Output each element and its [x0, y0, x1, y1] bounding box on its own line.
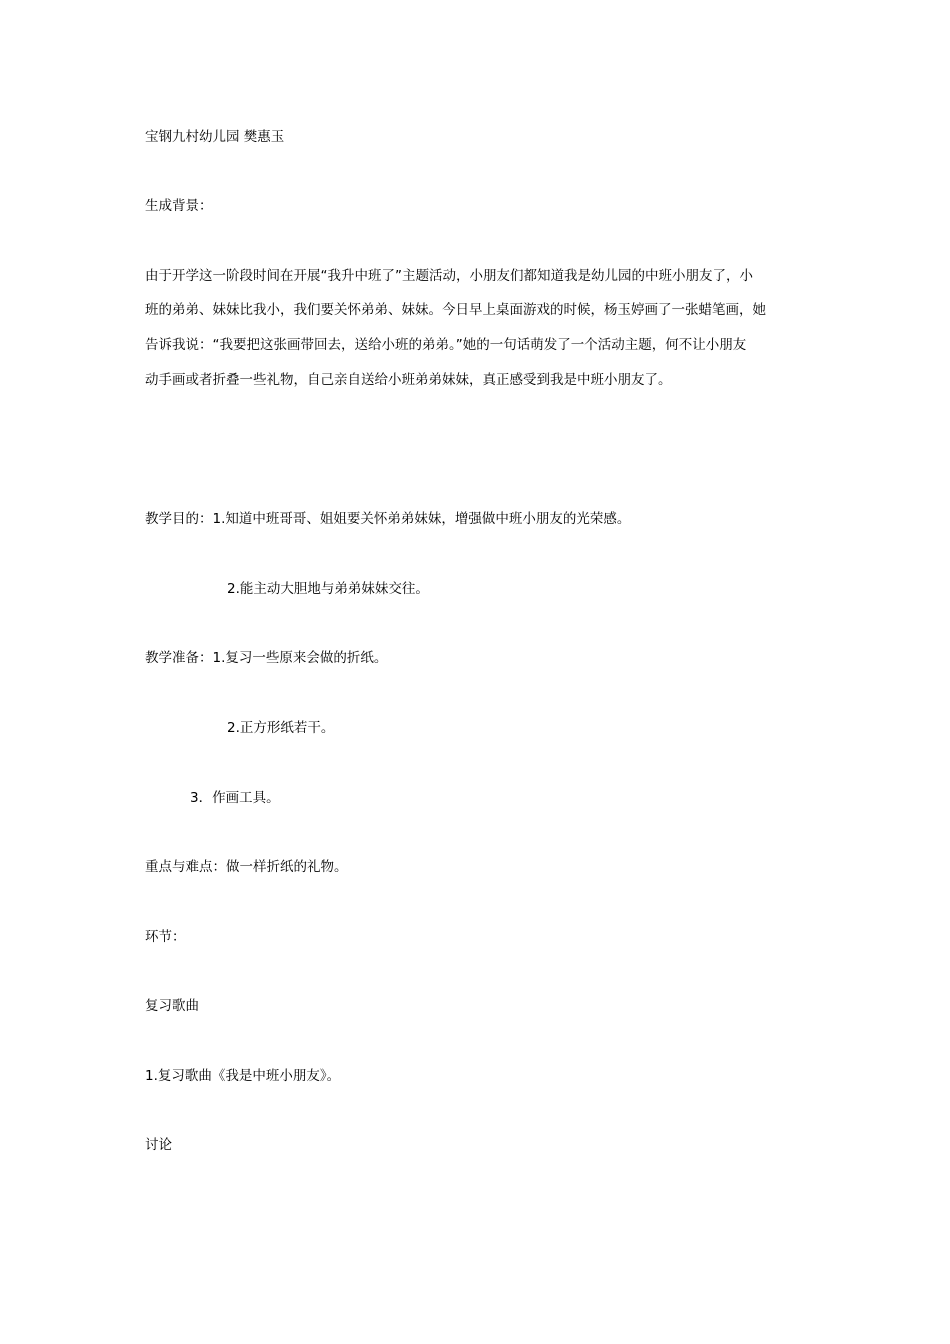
teaching-goal-1: 教学目的：1.知道中班哥哥、姐姐要关怀弟弟妹妹，增强做中班小朋友的光荣感。	[145, 511, 631, 527]
background-heading: 生成背景：	[145, 198, 213, 214]
teaching-goal-2: 2.能主动大胆地与弟弟妹妹交往。	[227, 581, 429, 597]
review-song-item: 1.复习歌曲《我是中班小朋友》。	[145, 1068, 341, 1084]
key-point: 重点与难点：做一样折纸的礼物。	[145, 859, 348, 875]
section-review-song: 复习歌曲	[145, 998, 199, 1014]
background-paragraph-line-1: 由于开学这一阶段时间在开展“我升中班了”主题活动，小朋友们都知道我是幼儿园的中班小朋友了，小	[145, 268, 753, 284]
background-paragraph-line-3: 告诉我说：“我要把这张画带回去，送给小班的弟弟。”她的一句话萌发了一个活动主题，何不让小朋友	[145, 337, 747, 353]
background-paragraph-line-2: 班的弟弟、妹妹比我小，我们要关怀弟弟、妹妹。今日早上桌面游戏的时候，杨玉婷画了一张蜡笔画，她	[145, 302, 766, 318]
background-paragraph-line-4: 动手画或者折叠一些礼物，自己亲自送给小班弟弟妹妹，真正感受到我是中班小朋友了。	[145, 372, 672, 388]
teaching-prep-3: 3．作画工具。	[190, 790, 280, 806]
author-line: 宝钢九村幼儿园 樊惠玉	[145, 129, 285, 145]
teaching-prep-1: 教学准备：1.复习一些原来会做的折纸。	[145, 650, 388, 666]
teaching-prep-2: 2.正方形纸若干。	[227, 720, 335, 736]
section-discussion: 讨论	[145, 1137, 172, 1153]
steps-heading: 环节：	[145, 929, 186, 945]
